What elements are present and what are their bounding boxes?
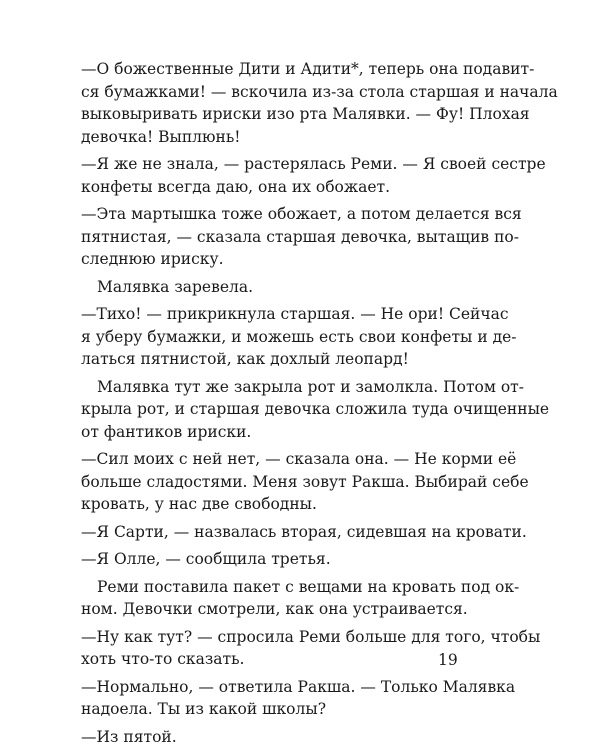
text-line: —Сил моих с ней нет, — сказала она. — Не корми её: [81, 450, 517, 468]
text-line: крыла рот, и старшая девочка сложила туда очищенные: [81, 400, 550, 418]
text-line: больше сладостями. Меня зовут Ракша. Выбирай себе: [81, 472, 529, 491]
text-line: выковыривать ириски изо рта Малявки. — Фу! Плохая: [81, 105, 530, 123]
paragraph: [81, 448, 529, 516]
text-line: следнюю ириску.: [81, 250, 224, 268]
text-line: надоела. Ты из какой школы?: [81, 700, 327, 718]
text-line: конфеты всегда даю, она их обожает.: [81, 177, 391, 196]
paragraph: [81, 203, 522, 271]
text-line: —Я Олле, — сообщила третья.: [81, 550, 331, 568]
text-line: Реми поставила пакет с вещами на кровать под ок-: [97, 577, 520, 596]
paragraph: [81, 521, 527, 544]
text-line: латься пятнистой, как дохлый леопард!: [81, 350, 409, 368]
text-line: —Из пятой.: [81, 727, 177, 746]
page-number: 19: [438, 651, 458, 669]
body-text: [81, 58, 558, 748]
paragraph: [81, 276, 485, 299]
text-line: кровать, у нас две свободны.: [81, 495, 317, 513]
text-line: Малявка заревела.: [97, 277, 254, 296]
paragraph: [81, 303, 517, 371]
paragraph: [81, 376, 550, 444]
text-line: —Ну как тут? — спросила Реми больше для того, чтобы: [81, 627, 541, 646]
text-line: пятнистая, — сказала старшая девочка, вытащив по-: [81, 227, 519, 246]
text-line: я уберу бумажки, и можешь есть свои конфеты и де-: [81, 327, 517, 346]
text-line: от фантиков ириски.: [81, 422, 252, 441]
text-line: ся бумажками! — вскочила из-за стола старшая и начала: [81, 82, 558, 101]
text-line: Малявка тут же закрыла рот и замолкла. Потом от-: [97, 377, 524, 396]
text-line: —О божественные Дити и Адити*, теперь она подавит-: [81, 60, 535, 78]
text-line: —Я Сарти, — назвалась вторая, сидевшая на кровати.: [81, 522, 527, 541]
paragraph: [81, 726, 485, 749]
text-line: —Тихо! — прикрикнула старшая. — Не ори! Сейчас: [81, 305, 509, 323]
paragraph: [81, 676, 516, 721]
paragraph: [81, 548, 485, 571]
paragraph: [81, 576, 520, 621]
text-line: —Нормально, — ответила Ракша. — Только Малявка: [81, 677, 516, 696]
text-line: —Эта мартышка тоже обожает, а потом делается вся: [81, 205, 522, 223]
text-line: ном. Девочки смотрели, как она устраивается.: [81, 600, 468, 618]
text-line: девочка! Выплюнь!: [81, 127, 241, 146]
text-line: хоть что-то сказать.: [81, 650, 245, 668]
paragraph: [81, 153, 546, 198]
paragraph: [81, 58, 558, 148]
text-line: —Я же не знала, — растерялась Реми. — Я своей сестре: [81, 155, 546, 173]
paragraph: [81, 626, 541, 671]
